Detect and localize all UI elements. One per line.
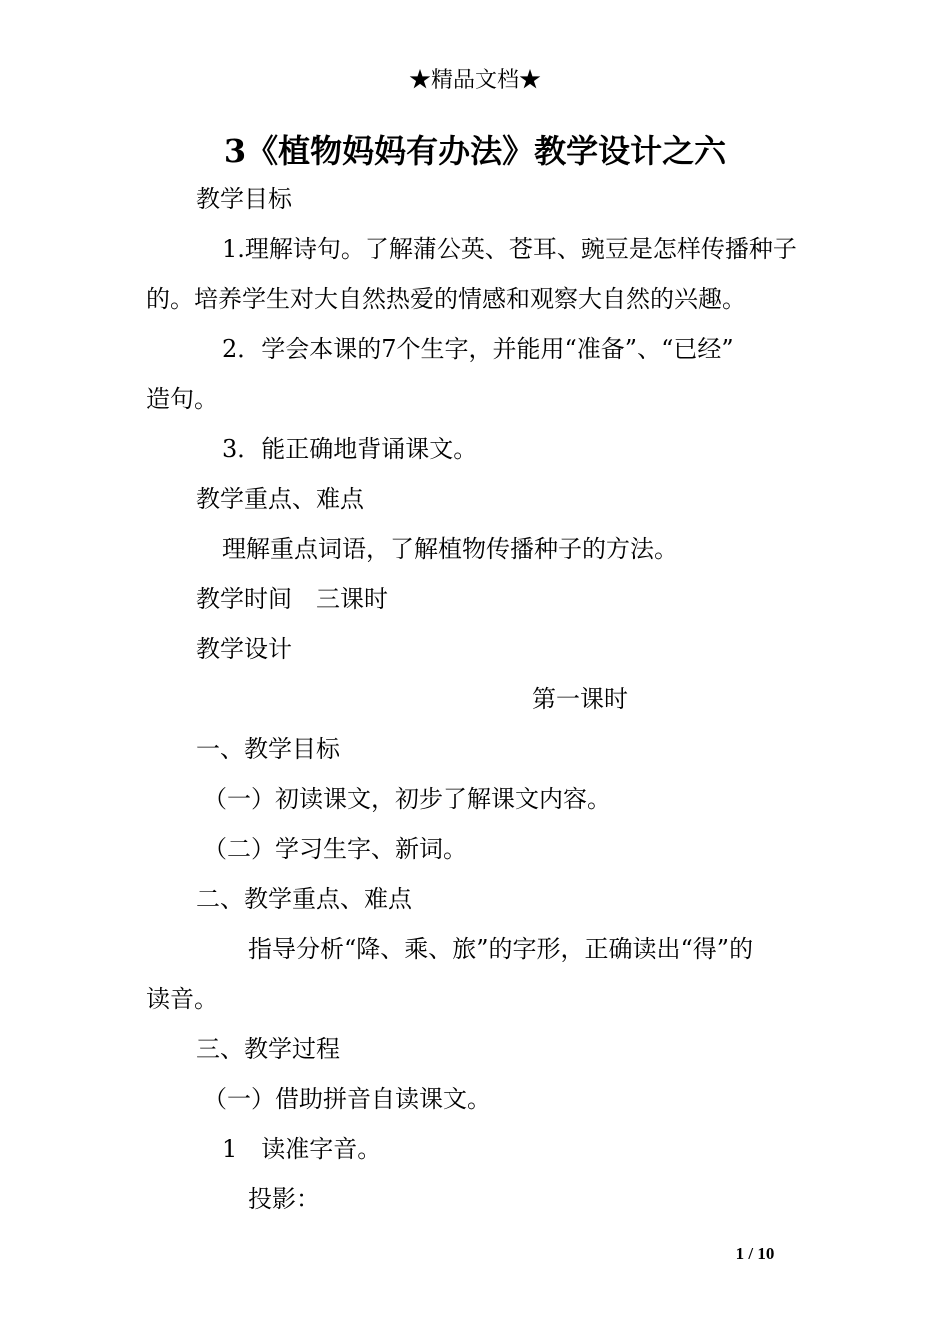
part-2-text-line-2: 读音。 xyxy=(146,985,218,1013)
section-heading-objectives: 教学目标 xyxy=(196,185,292,213)
page-header: ★精品文档★ xyxy=(408,68,541,93)
document-title: 3《植物妈妈有办法》教学设计之六 xyxy=(223,132,727,170)
part-3-heading: 三、教学过程 xyxy=(196,1035,340,1063)
objective-2-line-2: 造句。 xyxy=(146,385,218,413)
objective-2-line-1: 2．学会本课的7个生字，并能用“准备”、“已经” xyxy=(222,335,734,363)
key-points-text: 理解重点词语，了解植物传播种子的方法。 xyxy=(222,535,678,563)
part-2-text-line-1: 指导分析“降、乘、旅”的字形，正确读出“得”的 xyxy=(248,935,754,963)
part-1-item-1: （一）初读课文，初步了解课文内容。 xyxy=(203,785,611,813)
part-2-heading: 二、教学重点、难点 xyxy=(196,885,412,913)
section-heading-key-points: 教学重点、难点 xyxy=(196,485,364,513)
part-3-step-1: 1 读准字音。 xyxy=(222,1135,382,1163)
part-1-heading: 一、教学目标 xyxy=(196,735,340,763)
projection-label: 投影： xyxy=(248,1185,320,1213)
lesson-heading: 第一课时 xyxy=(532,685,628,713)
objective-1-line-1: 1.理解诗句。了解蒲公英、苍耳、豌豆是怎样传播种子 xyxy=(222,235,797,263)
section-heading-design: 教学设计 xyxy=(196,635,292,663)
objective-1-line-2: 的。培养学生对大自然热爱的情感和观察大自然的兴趣。 xyxy=(146,285,746,313)
part-3-item-1: （一）借助拼音自读课文。 xyxy=(203,1085,491,1113)
part-1-item-2: （二）学习生字、新词。 xyxy=(203,835,467,863)
objective-3: 3．能正确地背诵课文。 xyxy=(222,435,478,463)
page-number: 1 / 10 xyxy=(735,1244,775,1263)
section-heading-time: 教学时间 三课时 xyxy=(196,585,388,613)
